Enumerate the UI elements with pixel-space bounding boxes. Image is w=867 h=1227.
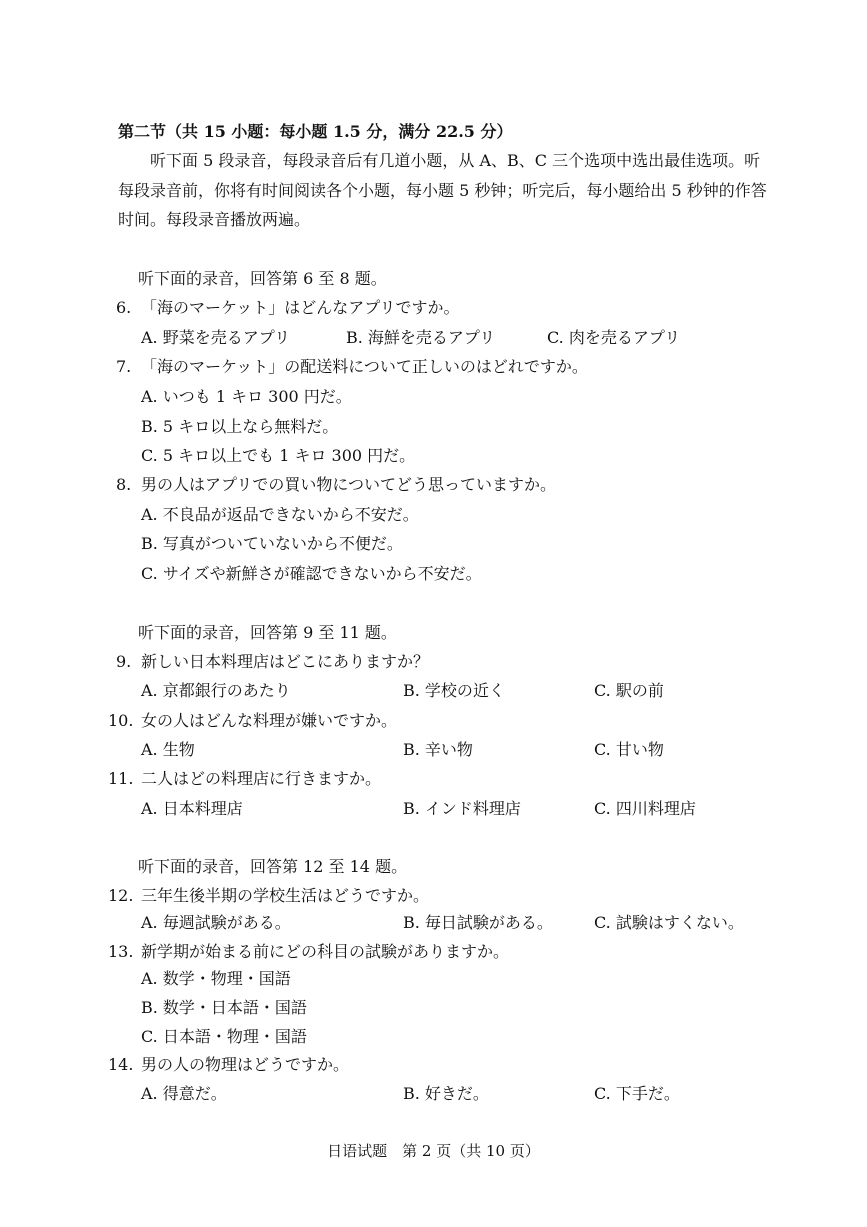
question-text: 「海のマーケット」はどんなアプリですか。	[141, 298, 460, 317]
option-b[interactable]: B. 毎日試験がある。	[403, 913, 553, 932]
instruction-line-2: 每段录音前，你将有时间阅读各个小题，每小题 5 秒钟；听完后，每小题给出 5 秒钟的作答	[118, 181, 767, 200]
option-c[interactable]: C. 試験はすくない。	[594, 913, 744, 932]
group-prompt: 听下面的录音，回答第 9 至 11 题。	[138, 623, 397, 642]
question-number: 10.	[108, 711, 134, 730]
question-text: 新しい日本料理店はどこにありますか？	[141, 652, 430, 671]
option-b[interactable]: B. 写真がついていないから不便だ。	[141, 534, 403, 553]
question-13	[108, 941, 509, 963]
page-footer: 日语试题 第 2 页（共 10 页）	[327, 1142, 540, 1160]
option-b[interactable]: B. 5 キロ以上なら無料だ。	[141, 417, 339, 436]
question-14	[108, 1054, 349, 1076]
option-c[interactable]: C. 下手だ。	[594, 1084, 680, 1103]
question-text: 男の人はアプリでの買い物についてどう思っていますか。	[141, 475, 557, 494]
option-b[interactable]: B. 海鮮を売るアプリ	[346, 328, 496, 347]
option-a[interactable]: A. 野菜を売るアプリ	[141, 328, 291, 347]
question-12	[108, 885, 429, 907]
option-c[interactable]: C. 5 キロ以上でも 1 キロ 300 円だ。	[141, 446, 416, 465]
option-c[interactable]: C. 肉を売るアプリ	[547, 328, 681, 347]
option-c[interactable]: C. 駅の前	[594, 681, 664, 700]
question-7	[116, 356, 588, 378]
instruction-line-3: 时间。每段录音播放两遍。	[118, 210, 311, 229]
option-a[interactable]: A. 毎週試験がある。	[141, 913, 291, 932]
option-a[interactable]: A. いつも 1 キロ 300 円だ。	[141, 387, 352, 406]
question-text: 新学期が始まる前にどの科目の試験がありますか。	[141, 942, 510, 961]
question-number: 7.	[116, 357, 132, 376]
question-11	[108, 768, 381, 790]
question-8	[116, 474, 556, 496]
option-b[interactable]: B. 好きだ。	[403, 1084, 489, 1103]
option-a[interactable]: A. 不良品が返品できないから不安だ。	[141, 505, 419, 524]
option-a[interactable]: A. 得意だ。	[141, 1084, 227, 1103]
question-number: 6.	[116, 298, 132, 317]
question-number: 9.	[116, 652, 132, 671]
option-a[interactable]: A. 日本料理店	[141, 799, 243, 818]
group-prompt: 听下面的录音，回答第 12 至 14 题。	[138, 857, 408, 876]
question-number: 11.	[108, 769, 134, 788]
question-number: 12.	[108, 886, 134, 905]
option-b[interactable]: B. 数学・日本語・国語	[141, 998, 307, 1017]
question-text: 男の人の物理はどうですか。	[141, 1055, 350, 1074]
option-a[interactable]: A. 数学・物理・国語	[141, 969, 291, 988]
option-c[interactable]: C. 日本語・物理・国語	[141, 1027, 307, 1046]
option-c[interactable]: C. サイズや新鮮さが確認できないから不安だ。	[141, 564, 482, 583]
question-9	[116, 651, 429, 673]
option-c[interactable]: C. 甘い物	[594, 740, 664, 759]
question-6	[116, 297, 460, 319]
section-title: 第二节（共 15 小题：每小题 1.5 分，满分 22.5 分）	[118, 122, 513, 141]
option-a[interactable]: A. 京都銀行のあたり	[141, 681, 291, 700]
option-b[interactable]: B. インド料理店	[403, 799, 521, 818]
question-text: 女の人はどんな料理が嫌いですか。	[141, 711, 398, 730]
question-text: 「海のマーケット」の配送料について正しいのはどれですか。	[141, 357, 588, 376]
option-b[interactable]: B. 辛い物	[403, 740, 473, 759]
question-10	[108, 710, 397, 732]
question-number: 8.	[116, 475, 132, 494]
option-c[interactable]: C. 四川料理店	[594, 799, 696, 818]
question-number: 13.	[108, 942, 134, 961]
question-number: 14.	[108, 1055, 134, 1074]
group-prompt: 听下面的录音，回答第 6 至 8 题。	[138, 269, 387, 288]
option-a[interactable]: A. 生物	[141, 740, 195, 759]
question-text: 三年生後半期の学校生活はどうですか。	[141, 886, 430, 905]
question-text: 二人はどの料理店に行きますか。	[141, 769, 382, 788]
instruction-line-1: 听下面 5 段录音，每段录音后有几道小题，从 A、B、C 三个选项中选出最佳选项。听	[150, 151, 761, 170]
option-b[interactable]: B. 学校の近く	[403, 681, 505, 700]
